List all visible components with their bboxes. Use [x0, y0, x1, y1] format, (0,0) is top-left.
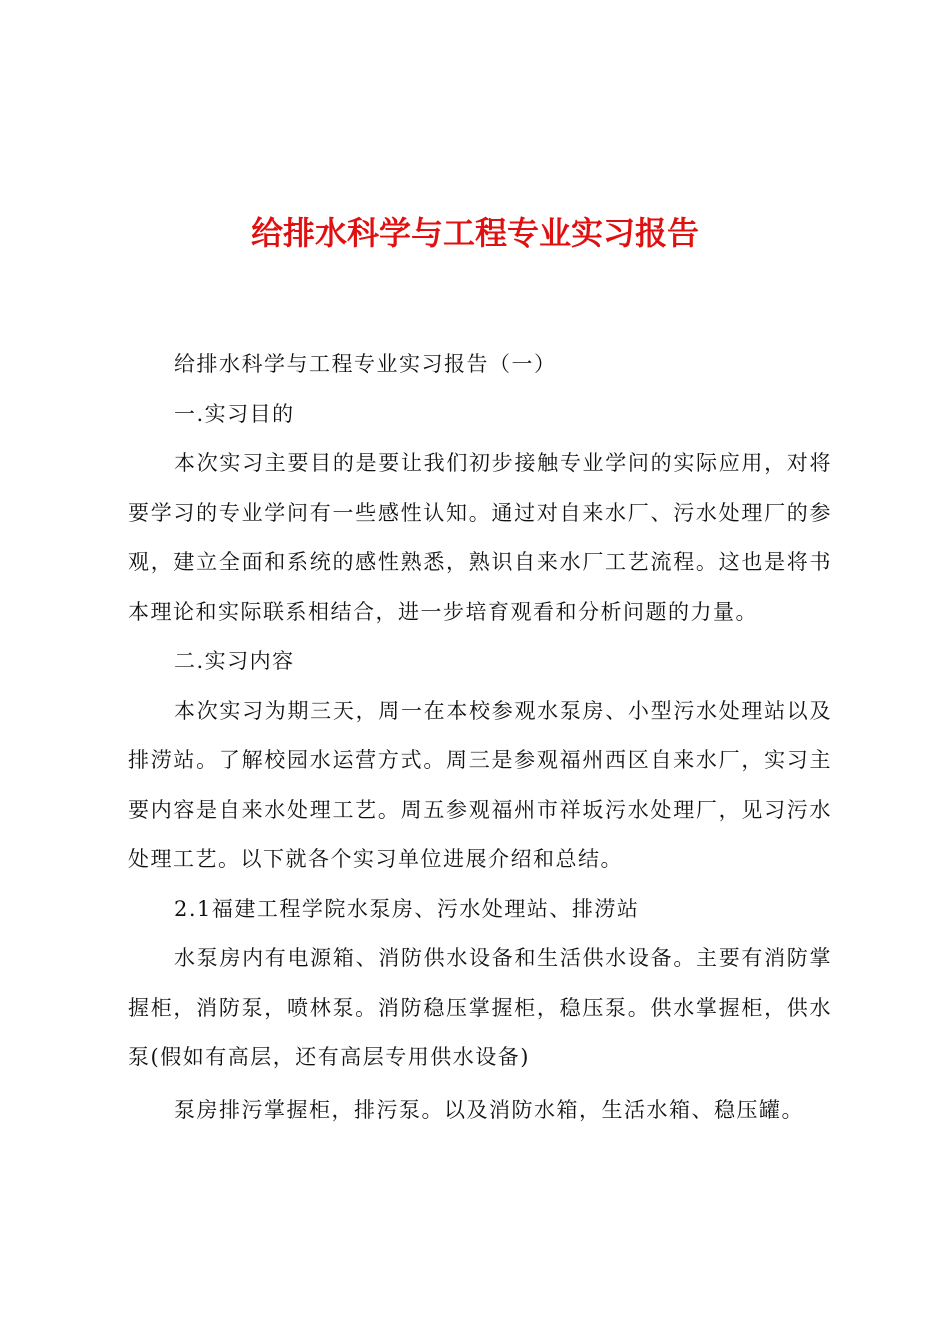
- paragraph-pump-room: 水泵房内有电源箱、消防供水设备和生活供水设备。主要有消防掌握柜，消防泵，喷林泵。消防稳压掌握柜，稳压泵。供水掌握柜，供水泵(假如有高层，还有高层专用供水设备): [128, 946, 832, 1069]
- paragraph-purpose: 本次实习主要目的是要让我们初步接触专业学问的实际应用，对将要学习的专业学问有一些感性认知。通过对自来水厂、污水处理厂的参观，建立全面和系统的感性熟悉，熟识自来水厂工艺流程。这也是将书本理论和实际联系相结合，进一步培育观看和分析问题的力量。: [128, 451, 832, 624]
- document-body: [128, 340, 832, 1135]
- section-heading-content: 二.实习内容: [174, 649, 295, 673]
- section-heading-purpose: 一.实习目的: [174, 401, 295, 426]
- paragraph-content: 本次实习为期三天，周一在本校参观水泵房、小型污水处理站以及排涝站。了解校园水运营方式。周三是参观福州西区自来水厂，实习主要内容是自来水处理工艺。周五参观福州市祥坂污水处理厂，见习污水处理工艺。以下就各个实习单位进展介绍和总结。: [128, 698, 832, 871]
- subsection-heading-2-1: 2.1福建工程学院水泵房、污水处理站、排涝站: [174, 896, 640, 921]
- section-heading-report-one: 给排水科学与工程专业实习报告（一）: [174, 352, 557, 376]
- paragraph-pump-room-drainage: 泵房排污掌握柜，排污泵。以及消防水箱，生活水箱、稳压罐。: [174, 1097, 804, 1122]
- document-title: 给排水科学与工程专业实习报告: [250, 214, 699, 252]
